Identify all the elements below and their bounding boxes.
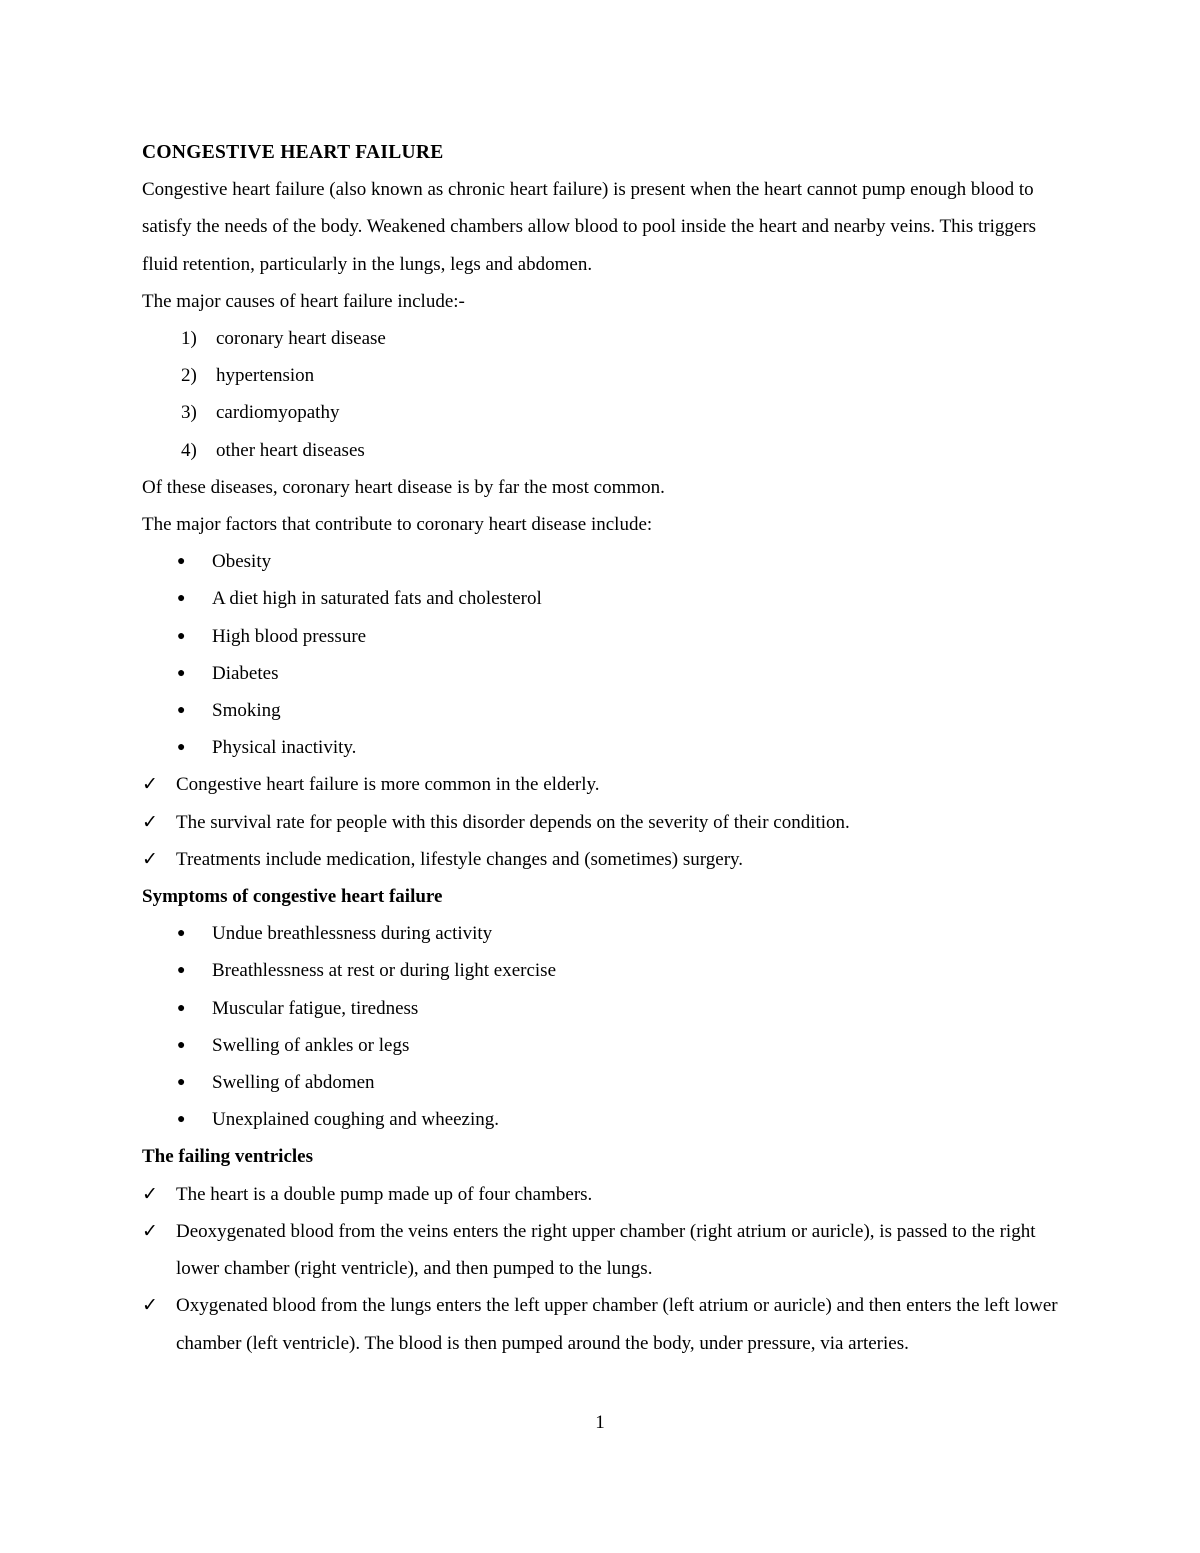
list-item [142,580,1062,617]
bullet-icon: ● [177,963,186,979]
symptoms-list [142,915,1062,1138]
checklist-item-text: Deoxygenated blood from the veins enters the right upper chamber (right atrium or auricle), is passed to the right lower chamber (right ventricle), and then pumped to the lungs. [176,1220,1036,1280]
checkmark-icon: ✓ [142,1183,158,1205]
list-item-text: Muscular fatigue, tiredness [212,997,419,1019]
bullet-icon: ● [177,740,186,756]
list-item [142,394,1062,431]
list-item-text: coronary heart disease [216,328,386,350]
list-item-text: Obesity [212,551,272,573]
checkmark-icon: ✓ [142,811,158,833]
factors-intro: The major factors that contribute to coronary heart disease include: [142,514,653,536]
intro-paragraph: Congestive heart failure (also known as chronic heart failure) is present when the heart cannot pump enough blood to satisfy the needs of the body. Weakened chambers allow blood to pool inside the heart and nearby veins. This triggers fluid retention, particularly in the lungs, legs and abdomen. [142,179,1037,275]
document-title: CONGESTIVE HEART FAILURE [142,142,444,163]
checklist-item [142,766,1062,803]
list-item-text: Diabetes [212,662,279,684]
checklist-item-text: The heart is a double pump made up of four chambers. [176,1183,593,1205]
list-item-text: Unexplained coughing and wheezing. [212,1109,500,1131]
bullet-icon: ● [177,1075,186,1091]
page-number: 1 [595,1412,605,1433]
list-item [142,915,1062,952]
checklist-item [142,1176,1062,1213]
list-item [142,618,1062,655]
list-item-text: Swelling of abdomen [212,1072,375,1094]
list-item-text: cardiomyopathy [216,402,340,424]
list-item [142,729,1062,766]
list-item [142,543,1062,580]
list-number: 1) [181,328,197,350]
list-item-text: Physical inactivity. [212,737,357,759]
list-item-text: Undue breathlessness during activity [212,923,493,945]
bullet-icon: ● [177,665,186,681]
list-item [142,692,1062,729]
checklist-item-text: Congestive heart failure is more common in the elderly. [176,774,600,796]
list-item [142,655,1062,692]
causes-intro: The major causes of heart failure include:- [142,290,465,312]
list-item [142,432,1062,469]
list-item [142,1027,1062,1064]
checkmark-icon: ✓ [142,848,158,870]
checklist-item [142,1287,1062,1361]
list-item-text: other heart diseases [216,439,365,461]
factors-list [142,543,1062,766]
bullet-icon: ● [177,1037,186,1053]
list-item-text: hypertension [216,365,315,387]
bullet-icon: ● [177,926,186,942]
list-item [142,1064,1062,1101]
checklist-item-text: The survival rate for people with this disorder depends on the severity of their condition. [176,811,850,833]
list-item-text: Smoking [212,700,281,722]
document-page [142,134,1062,1362]
list-item-text: A diet high in saturated fats and cholesterol [212,588,542,610]
list-item-text: Swelling of ankles or legs [212,1034,410,1056]
list-item-text: High blood pressure [212,625,367,647]
list-number: 3) [181,402,197,424]
list-item [142,990,1062,1027]
most-common-paragraph: Of these diseases, coronary heart disease is by far the most common. [142,476,665,498]
bullet-icon: ● [177,591,186,607]
checklist-facts [142,766,1062,878]
list-number: 2) [181,365,197,387]
checkmark-icon: ✓ [142,1220,158,1242]
list-item [142,320,1062,357]
bullet-icon: ● [177,1112,186,1128]
checklist-item-text: Oxygenated blood from the lungs enters the left upper chamber (left atrium or auricle) and then enters the left lower chamber (left ventricle). The blood is then pumped around the body, under pressure, via arteries. [176,1295,1058,1354]
checkmark-icon: ✓ [142,774,158,796]
ventricles-heading: The failing ventricles [142,1146,313,1168]
bullet-icon: ● [177,1000,186,1016]
symptoms-heading: Symptoms of congestive heart failure [142,886,443,908]
list-item [142,357,1062,394]
checkmark-icon: ✓ [142,1295,158,1317]
checklist-item [142,1213,1062,1287]
list-item-text: Breathlessness at rest or during light exercise [212,960,557,982]
checklist-item [142,804,1062,841]
checklist-ventricles [142,1176,1062,1362]
checklist-item [142,841,1062,878]
checklist-item-text: Treatments include medication, lifestyle changes and (sometimes) surgery. [176,848,744,870]
bullet-icon: ● [177,703,186,719]
bullet-icon: ● [177,554,186,570]
list-number: 4) [181,439,197,461]
bullet-icon: ● [177,628,186,644]
list-item [142,952,1062,989]
causes-list [142,320,1062,469]
list-item [142,1101,1062,1138]
